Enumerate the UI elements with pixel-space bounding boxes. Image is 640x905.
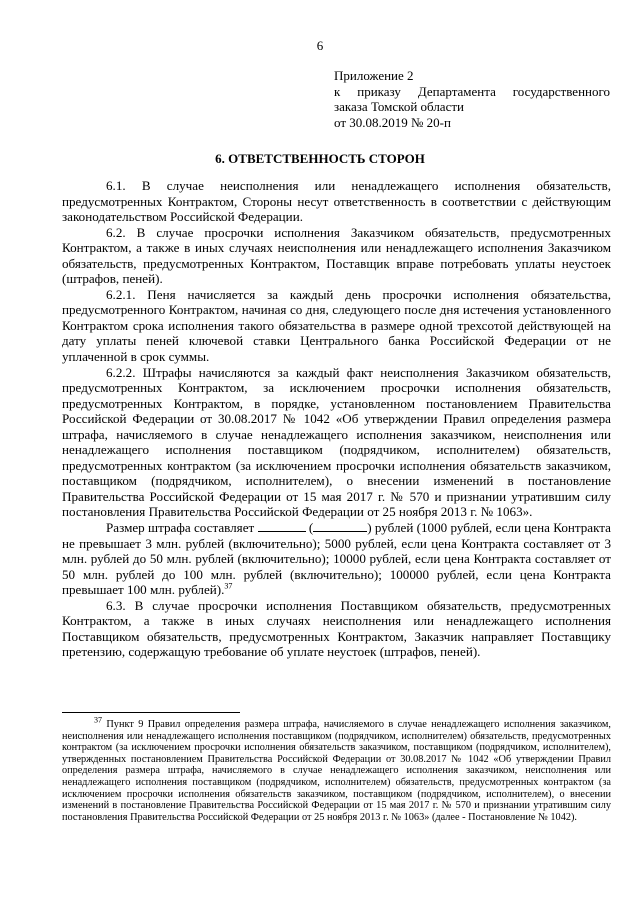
appendix-line-1: Приложение 2 — [334, 68, 414, 83]
paragraph-6-2-1: 6.2.1. Пеня начисляется за каждый день просрочки исполнения обязательства, предусмотренного Контрактом, начиная со дня, следующего после дня истечения установленного Контрактом срока исполнения такого обязательства в размере одной трехсотой действующей на дату уплаты пеней ключевой ставки Центрального банка Российской Федерации от не уплаченной в срок суммы. — [62, 286, 611, 365]
footnote-text: Пункт 9 Правил определения размера штрафа, начисляемого в случае ненадлежащего исполнения заказчиком, неисполнения или ненадлежащего исполнения поставщиком (подрядчиком, исполнителем) обязательств, предусмотренных контрактом (за исключением просрочки исполнения обязательств заказчиком, поставщиком (подрядчиком, исполнителем), утвержденных постановлением Правительства Российской Федерации от 30.08.2017 № 1042 «Об утверждении Правил определения размера штрафа, начисляемого в случае ненадлежащего исполнения заказчиком, неисполнения или ненадлежащего исполнения поставщиком (подрядчиком, исполнителем) обязательств, предусмотренных контрактом (за исключением просрочки исполнения обязательств заказчиком, поставщиком (подрядчиком, исполнителем), о внесении изменений в постановление Правительства Российской Федерации от 15 мая 2017 г. № 570 и признании утратившим силу постановления Правительства Российской Федерации от 25 ноября 2013 г. № 1063» (далее - Постановление № 1042). — [62, 719, 611, 823]
footnote-divider — [62, 712, 240, 713]
fine-amount-blank[interactable] — [258, 520, 306, 532]
appendix-line-2: к приказу Департамента государственного — [334, 83, 610, 99]
paragraph-6-2-2: 6.2.2. Штрафы начисляются за каждый факт неисполнения Заказчиком обязательств, предусмотренных Контрактом, за исключением просрочки исполнения обязательств, предусмотренных Контрактом, в порядке, установленном постановлением Правительства Российской Федерации от 30.08.2017 № 1042 «Об утверждении Правил определения размера штрафа, начисляемого в случае ненадлежащего исполнения заказчиком, неисполнения или ненадлежащего исполнения поставщиком (подрядчиком, исполнителем) обязательств, предусмотренных контрактом (за исключением просрочки исполнения обязательств заказчиком, поставщиком (подрядчиком, исполнителем), о внесении изменений в постановление Правительства Российской Федерации от 15 мая 2017 г. № 570 и признании утратившим силу постановления Правительства Российской Федерации от 25 ноября 2013 г. № 1063». — [62, 364, 611, 520]
page-number: 6 — [316, 38, 324, 53]
paragraph-6-3: 6.3. В случае просрочки исполнения Поставщиком обязательств, предусмотренных Контрактом, а также в иных случаях неисполнения или ненадлежащего исполнения Поставщиком обязательств, предусмотренных Контрактом, Заказчик направляет Поставщику претензию, содержащую требование об уплате неустоек (штрафов, пеней). — [62, 597, 611, 660]
paragraph-fine-amount — [62, 520, 611, 598]
fine-amount-words-blank[interactable] — [313, 520, 367, 532]
footnote-number: 37 — [94, 715, 102, 725]
paragraph-6-1: 6.1. В случае неисполнения или ненадлежащего исполнения обязательств, предусмотренных Контрактом, Стороны несут ответственность в соответствии с действующим законодательством Российской Федерации. — [62, 178, 611, 225]
footnote — [62, 715, 611, 823]
document-body — [62, 178, 611, 660]
paragraph-6-2: 6.2. В случае просрочки исполнения Заказчиком обязательств, предусмотренных Контрактом, а также в иных случаях неисполнения или ненадлежащего исполнения Заказчиком обязательств, предусмотренных Контрактом, Поставщик вправе потребовать уплаты неустоек (штрафов, пеней). — [62, 224, 611, 287]
fine-amount-rest: ) рублей (1000 рублей, если цена Контракта не превышает 3 млн. рублей (включительно); 5000 рублей, если цена Контракта составляет от 3 млн. рублей до 50 млн. рублей (включительно); 10000 рублей, если цена Контракта составляет от 50 млн. рублей до 100 млн. рублей (включительно); 100000 рублей, если цена Контракта превышает 100 млн. рублей). — [62, 520, 611, 598]
appendix-header — [334, 68, 610, 130]
fine-amount-paren: ( — [305, 520, 314, 536]
footnote-reference[interactable]: 37 — [224, 581, 233, 591]
appendix-line-3: заказа Томской области — [334, 99, 464, 115]
appendix-line-4: от 30.08.2019 № 20-п — [334, 114, 451, 130]
fine-amount-lead: Размер штрафа составляет — [106, 520, 255, 536]
section-title: 6. ОТВЕТСТВЕННОСТЬ СТОРОН — [215, 151, 425, 166]
